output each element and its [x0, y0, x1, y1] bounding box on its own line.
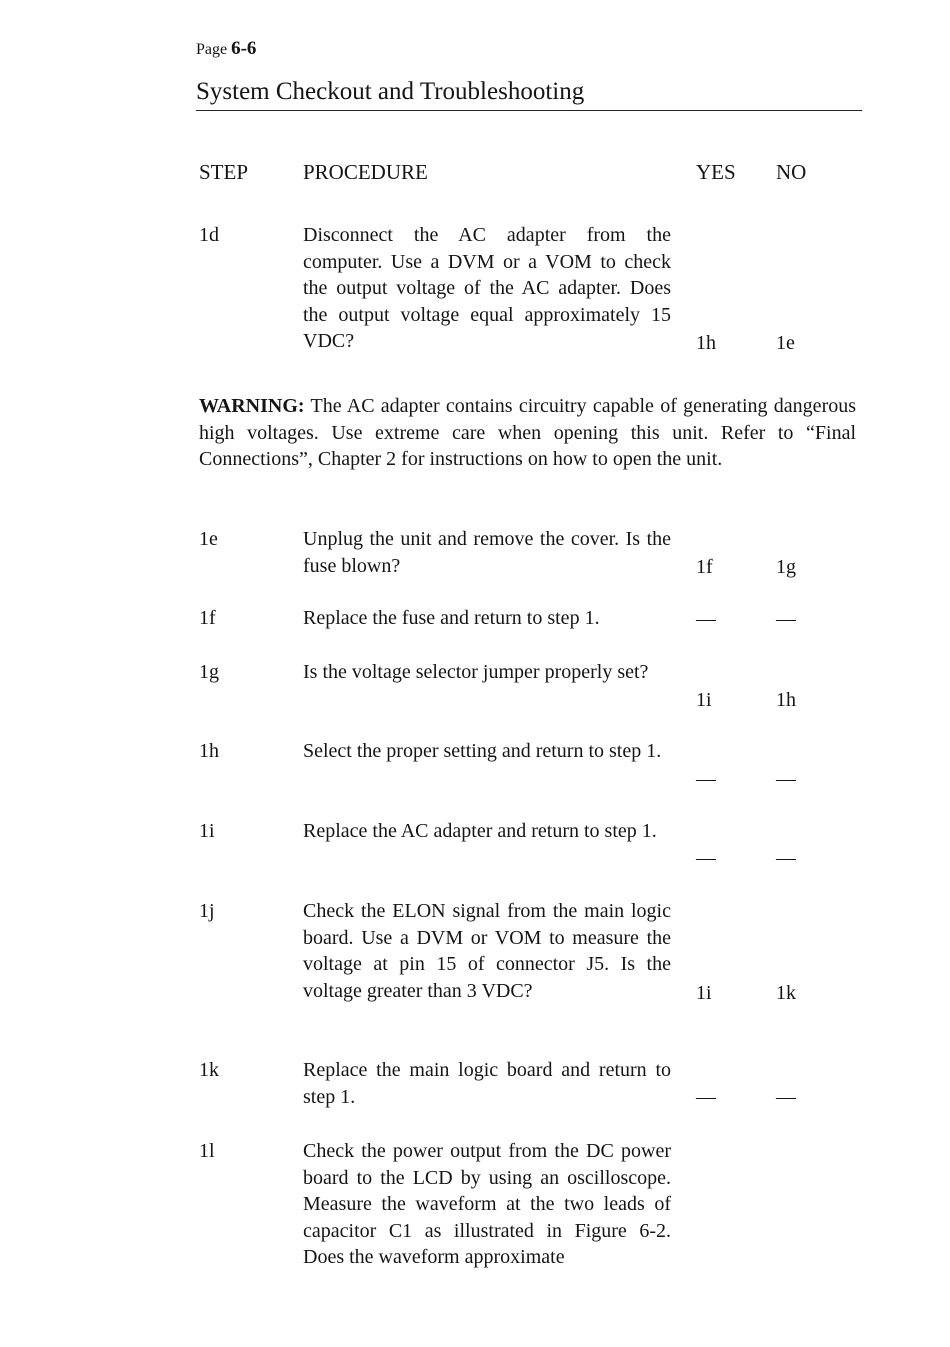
row-1i-no: —: [776, 847, 796, 869]
title-rule: [196, 110, 862, 111]
warning-note: [199, 393, 856, 473]
row-1f-no: —: [776, 608, 796, 630]
row-1d-procedure: Disconnect the AC adapter from the computer. Use a DVM or a VOM to check the output voltage of the AC adapter. Does the output voltage equal approximately 15 VDC?: [303, 224, 671, 352]
row-1h-no: —: [776, 768, 796, 790]
row-1f-procedure: Replace the fuse and return to step 1.: [303, 607, 600, 629]
row-1i-procedure: Replace the AC adapter and return to step 1.: [303, 820, 657, 842]
row-1e-step: 1e: [199, 528, 218, 550]
row-1j-no: 1k: [776, 982, 796, 1004]
row-1k-step: 1k: [199, 1059, 219, 1081]
row-1e-no: 1g: [776, 556, 796, 578]
column-header-procedure: PROCEDURE: [303, 160, 428, 184]
row-1k-procedure: Replace the main logic board and return to step 1.: [303, 1059, 671, 1108]
page-label: [196, 38, 256, 60]
row-1f-step: 1f: [199, 607, 216, 629]
row-1l-step: 1l: [199, 1140, 215, 1162]
row-1h-step: 1h: [199, 740, 219, 762]
row-1j-procedure: Check the ELON signal from the main logic board. Use a DVM or VOM to measure the voltage at pin 15 of connector J5. Is the voltage greater than 3 VDC?: [303, 900, 671, 1002]
row-1g-yes: 1i: [696, 689, 712, 711]
row-1f-yes: —: [696, 608, 716, 630]
row-1d-yes: 1h: [696, 332, 716, 354]
warning-text: The AC adapter contains circuitry capable of generating dangerous high voltages. Use extreme care when opening this unit. Refer to “Final Connections”, Chapter 2 for instructions on how to open the unit.: [199, 395, 857, 470]
row-1h-procedure: Select the proper setting and return to step 1.: [303, 740, 662, 762]
column-header-yes: YES: [696, 160, 736, 184]
row-1h-yes: —: [696, 768, 716, 790]
row-1j-step: 1j: [199, 900, 215, 922]
column-header-step: STEP: [199, 160, 249, 184]
row-1g-step: 1g: [199, 661, 219, 683]
row-1g-no: 1h: [776, 689, 796, 711]
row-1i-step: 1i: [199, 820, 215, 842]
row-1k-yes: —: [696, 1086, 716, 1108]
row-1e-yes: 1f: [696, 556, 713, 578]
row-1d-step: 1d: [199, 224, 219, 246]
row-1j-yes: 1i: [696, 982, 712, 1004]
row-1i-yes: —: [696, 847, 716, 869]
row-1e-procedure: Unplug the unit and remove the cover. Is the fuse blown?: [303, 528, 671, 577]
page-number: 6-6: [231, 38, 257, 59]
row-1l-procedure: Check the power output from the DC power board to the LCD by using an oscilloscope. Measure the waveform at the two leads of capacitor C1 as illustrated in Figure 6-2. Does the waveform approximate: [303, 1140, 671, 1268]
warning-label: WARNING:: [199, 395, 305, 417]
row-1k-no: —: [776, 1086, 796, 1108]
row-1g-procedure: Is the voltage selector jumper properly set?: [303, 661, 649, 683]
page-label-text: Page: [196, 41, 228, 58]
column-header-no: NO: [776, 160, 807, 184]
section-title: System Checkout and Troubleshooting: [196, 78, 585, 105]
row-1d-no: 1e: [776, 332, 795, 354]
